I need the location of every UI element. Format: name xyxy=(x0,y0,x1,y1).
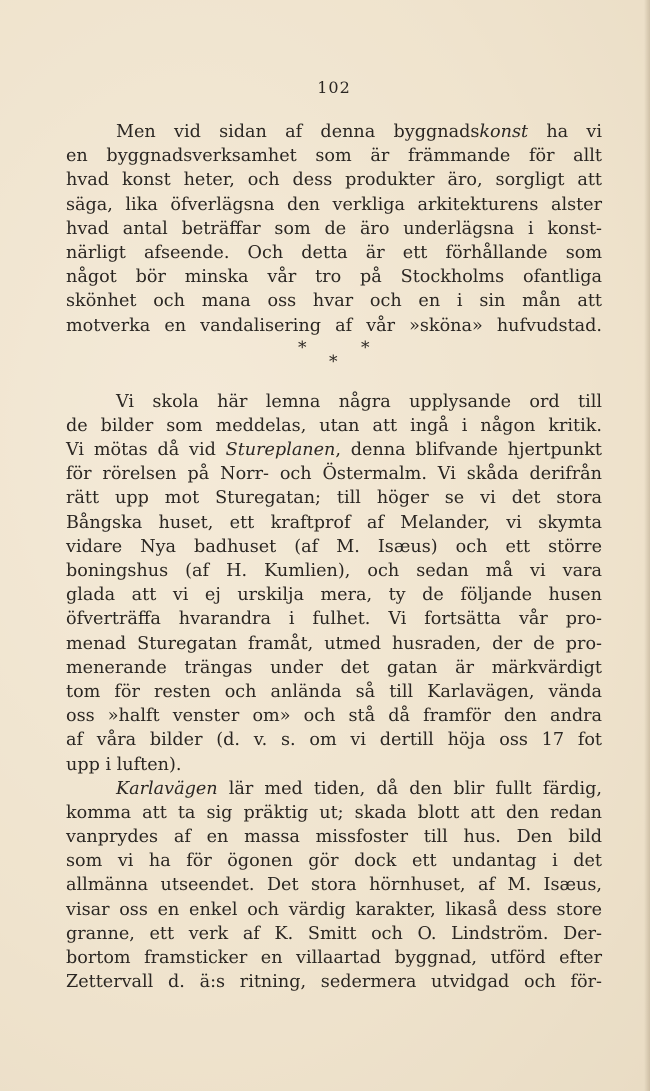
text-line: boningshus (af H. Kumlien), och sedan må vi vara xyxy=(66,561,602,581)
text-line: Vi mötas då vid Stureplanen, denna blifvande hjertpunkt xyxy=(66,440,602,461)
text-line: öfverträffa hvarandra i fulhet. Vi fortsätta vår pro- xyxy=(66,609,602,630)
text-line: Vi skola här lemna några upplysande ord till xyxy=(116,391,602,412)
text-line: Men vid sidan af denna byggnadskonst ha vi xyxy=(116,122,603,142)
italic-word: konst xyxy=(479,122,529,142)
asterisk: * xyxy=(361,337,370,358)
text-line: skönhet och mana oss hvar och en i sin mån att xyxy=(66,291,602,312)
italic-word: Stureplanen xyxy=(225,440,336,461)
text-line: tom för resten och anlända så till Karlavägen, vända xyxy=(66,681,602,702)
asterisk: * xyxy=(329,351,338,372)
text-line: glada att vi ej urskilja mera, ty de följande husen xyxy=(66,585,602,606)
text-line: Karlavägen lär med tiden, då den blir fullt färdig, xyxy=(116,778,602,799)
text-line: närligt afseende. Och detta är ett förhållande som xyxy=(66,242,602,263)
text-line: hvad konst heter, och dess produkter äro, sorgligt att xyxy=(66,170,602,191)
text-line: en byggnadsverksamhet som är främmande för allt xyxy=(66,146,602,167)
text-line: Bångska huset, ett kraftprof af Melander, vi skymta xyxy=(66,512,602,533)
text-line: hvad antal beträffar som de äro underlägsna i konst- xyxy=(66,218,602,239)
text-line: vidare Nya badhuset (af M. Isæus) och ett större xyxy=(66,536,602,557)
text-line: granne, ett verk af K. Smitt och O. Lindström. Der- xyxy=(66,923,602,944)
paragraph-1 xyxy=(66,120,602,338)
text-line: komma att ta sig präktig ut; skada blott att den redan xyxy=(66,802,602,823)
text-line: oss »halft venster om» och stå då framför den andra xyxy=(66,706,602,727)
text-line: menerande trängas under det gatan är märkvärdigt xyxy=(66,657,602,678)
text-line: som vi ha för ögonen gör dock ett undantag i det xyxy=(66,851,602,872)
text-line: bortom framsticker en villaartad byggnad, utförd efter xyxy=(66,948,602,968)
italic-word: Karlavägen xyxy=(116,778,218,799)
text-line: Zettervall d. ä:s ritning, sedermera utvidgad och för- xyxy=(66,972,602,993)
text-line: vanprydes af en massa missfoster till hus. Den bild xyxy=(66,827,602,848)
asterisk: * xyxy=(298,337,307,358)
page-edge-shadow xyxy=(644,0,650,1091)
text-line: allmänna utseendet. Det stora hörnhuset, af M. Isæus, xyxy=(66,875,602,896)
text-line: de bilder som meddelas, utan att ingå i någon kritik. xyxy=(66,415,602,436)
text-line: säga, lika öfverlägsna den verkliga arkitekturens alster xyxy=(66,194,602,215)
asterism-divider xyxy=(66,338,602,384)
book-page xyxy=(66,78,602,994)
text-line: rätt upp mot Sturegatan; till höger se vi det stora xyxy=(66,488,602,509)
paragraph-2 xyxy=(66,390,602,777)
text-line: upp i luften). xyxy=(66,754,182,775)
text-line: för rörelsen på Norr- och Östermalm. Vi skåda derifrån xyxy=(66,464,602,485)
text-line: visar oss en enkel och värdig karakter, likaså dess store xyxy=(66,899,602,920)
text-line: motverka en vandalisering af vår »sköna» hufvudstad. xyxy=(66,315,602,336)
page-number: 102 xyxy=(317,78,351,97)
text-line: menad Sturegatan framåt, utmed husraden, der de pro- xyxy=(66,633,602,654)
paragraph-3 xyxy=(66,777,602,995)
text-line: något bör minska vår tro på Stockholms ofantliga xyxy=(66,267,602,288)
text-line: af våra bilder (d. v. s. om vi dertill höja oss 17 fot xyxy=(66,730,602,751)
